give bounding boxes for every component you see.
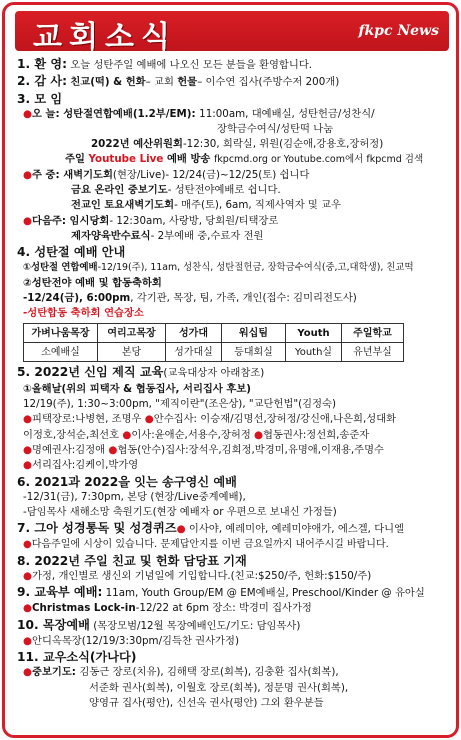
- meeting-detail: - 성탄전야예배로 쉽니다.: [167, 184, 281, 197]
- bullet-icon: ●: [23, 443, 32, 456]
- thanks-detail: – 교회: [145, 76, 178, 89]
- bullet-icon: ●: [144, 413, 154, 426]
- bullet-icon: ●: [23, 214, 32, 227]
- meeting-detail: fkpcmd.org or Youtube.com에서 fkpcmd 검색: [213, 154, 424, 166]
- practice-location-label: -성탄합동 축하회 연습장소: [23, 307, 144, 320]
- training-line: ①올해날(위의 피택자 & 협동집사, 서리집사 후보): [23, 382, 251, 395]
- bulletin-frame: [2, 2, 459, 738]
- bullet-icon: ●: [23, 539, 32, 551]
- section-welcome: [17, 56, 453, 73]
- training-text: 서리집사:김케이,박가영: [32, 459, 139, 472]
- meeting-line: 장학금수여식/성탄떡 나눔: [217, 122, 334, 135]
- bullet-icon: ●: [23, 107, 32, 120]
- prayer-text: 김동근 장로(치유), 김해택 장로(회복), 김충환 집사(회복),: [79, 666, 339, 679]
- section-text: 오늘 성탄주일 예배에 나오신 모든 분들을 환영합니다.: [67, 59, 313, 71]
- meeting-detail: - 2부예배 중,수료자 전원: [150, 229, 264, 242]
- meeting-line: [17, 229, 453, 244]
- thanks-item: 헌물: [177, 76, 198, 89]
- youtube-live-label: Youtube Live: [88, 153, 164, 166]
- event-detail: -12/22 at 6pm 장소: 박경미 집사가정: [135, 602, 312, 615]
- meeting-label: 주 중:: [32, 168, 64, 181]
- table-cell: 유년부실: [342, 343, 404, 362]
- bullet-icon: ●: [23, 413, 32, 426]
- section-text: 11am, Youth Group/EM @ EM예배실, Preschool/Kinder @ 유아실: [102, 587, 425, 600]
- meeting-detail: 11:00am, 대예배실, 성탄헌금/성찬식/: [199, 107, 375, 120]
- section-education: [17, 584, 453, 601]
- meeting-line: [17, 137, 453, 152]
- meeting-title: 임시당회: [69, 214, 110, 227]
- table-header-cell: 여리고목장: [98, 324, 166, 343]
- section-officer-training: [17, 364, 453, 381]
- meeting-detail: - 12:30am, 사랑방, 당회원/티택장로: [109, 214, 279, 227]
- section-heading: 5. 2022년 신임 제직 교육: [17, 365, 164, 380]
- meeting-title: 성탄절연합예배(1.2부/EM):: [63, 107, 200, 120]
- meeting-line: [17, 152, 453, 167]
- bullet-icon: ●: [254, 428, 264, 441]
- training-line: [17, 458, 453, 473]
- section-fellowship-heading: 8. 2022년 주일 친교 및 헌화 담당표 기재: [17, 553, 247, 568]
- table-header-cell: 성가대: [166, 324, 222, 343]
- fellowship-line: [17, 569, 453, 584]
- training-text: 이정호,장석순,최선호: [23, 428, 123, 441]
- service-title: -12/24(금), 6:00pm: [23, 291, 131, 304]
- table-header-cell: 가벼나움목장: [24, 324, 98, 343]
- thanks-item: 친교(떡) & 헌화: [70, 76, 146, 89]
- section-christmas-heading: 4. 성탄절 예배 안내: [17, 245, 126, 260]
- bulletin-content: [17, 56, 453, 711]
- training-text: 협동(안수)집사:장석우,김희정,박경미,유명애,이재용,주명수: [117, 443, 384, 456]
- section-text: (목장모범/12월 목장예배인도/기도: 담임목사): [89, 619, 301, 632]
- meeting-title: 금요 온라인 중보기도: [71, 184, 168, 197]
- meeting-label: 다음주:: [32, 214, 70, 227]
- fellowship-text: 가정, 개인별로 생신외 기념일에 기입합니다.(친교:$250/주, 헌화:$150/주): [32, 569, 372, 582]
- bullet-icon: ●: [122, 428, 132, 441]
- brand-label: fkpc News: [358, 23, 439, 39]
- training-text: 협동권사:정선희,송준자: [263, 428, 370, 441]
- section-cell-group: [17, 617, 453, 634]
- table-header-cell: 주일학교: [342, 324, 404, 343]
- meeting-label: 오 늘:: [32, 107, 64, 120]
- cell-group-text: 안디옥목장(12/19/3:30pm/김득찬 권사가정): [32, 634, 239, 647]
- meeting-title: 주일: [65, 153, 89, 166]
- meeting-detail: (현장/Live)- 12/24(금)~12/25(토) 쉽니다: [112, 168, 310, 181]
- christmas-line: [17, 260, 453, 275]
- table-header-row: [24, 324, 404, 343]
- section-heading: 10. 목장예배: [17, 617, 90, 632]
- training-line: [17, 428, 453, 443]
- section-text: 이사야, 예레미야, 예레미야애가, 에스겔, 다니엘: [185, 523, 405, 536]
- bullet-icon: ●: [23, 666, 32, 679]
- section-member-news-heading: 11. 교우소식(가나다): [17, 650, 137, 665]
- meeting-title: 예배 방송: [163, 153, 214, 166]
- meeting-title: 2022년 예산위원회: [91, 138, 183, 151]
- bullet-icon: ●: [23, 168, 32, 181]
- prayer-label: 중보기도:: [32, 666, 80, 679]
- training-text: 이사:윤애순,서용수,장허정: [131, 428, 255, 441]
- section-thanks: [17, 73, 453, 90]
- service-detail: , 각기관, 목장, 팀, 가족, 개인(접수: 김미리전도사): [130, 291, 357, 304]
- service-detail: -12/19(주), 11am, 성찬식, 성탄절헌금, 장학금수여식(중,고,대학생), 친교떡: [97, 262, 414, 274]
- meeting-line: [17, 214, 453, 229]
- bullet-icon: ●: [23, 634, 32, 647]
- section-newyear-heading: 6. 2021과 2022을 잇는 송구영신 예배: [17, 474, 237, 489]
- table-cell: 본당: [98, 343, 166, 362]
- bullet-icon: ●: [108, 443, 118, 456]
- bible-line: [17, 537, 453, 552]
- table-cell: 등대회실: [222, 343, 286, 362]
- meeting-title: 전교인 토요새벽기도회: [71, 199, 175, 212]
- meeting-title: 제자양육반수료식: [71, 229, 151, 242]
- cell-group-line: [17, 634, 453, 649]
- prayer-line: 서준화 권사(회복), 이월호 장로(회복), 정문명 권사(회복),: [89, 681, 349, 694]
- table-cell: 성가대실: [166, 343, 222, 362]
- bullet-icon: ●: [176, 523, 186, 536]
- table-row: [24, 343, 404, 362]
- page-title: 교회소식: [33, 20, 177, 51]
- christmas-line: [17, 291, 453, 306]
- table-header-cell: 워십팀: [222, 324, 286, 343]
- meeting-title: 새벽기도회: [63, 168, 113, 181]
- bible-text: 다음주일에 시상이 있습니다. 문제답안지를 이번 금요일까지 내어주시길 바랍니다.: [31, 539, 389, 551]
- section-heading: 7. 그아 성경통독 및 성경퀴즈: [17, 521, 177, 536]
- prayer-line: 양영규 집사(평안), 신선옥 권사(평안) 그외 환우분들: [89, 696, 324, 709]
- bullet-icon: ●: [23, 602, 32, 615]
- section-heading: 9. 교육부 예배:: [17, 585, 103, 600]
- meeting-detail: - 매주(토), 6am, 직제사역자 및 교우: [174, 199, 342, 212]
- section-heading: 1. 환 영:: [17, 57, 68, 71]
- bullet-icon: ●: [23, 569, 32, 582]
- meeting-line: [17, 168, 453, 183]
- education-line: [17, 601, 453, 616]
- section-heading: 2. 감 사:: [17, 74, 68, 89]
- training-text: 명예권사:김정애: [32, 443, 109, 456]
- practice-location-table: [23, 323, 404, 362]
- newyear-line: -담임목사 새해소망 축원기도(현장 예배자 or 우편으로 보내신 가정들): [23, 505, 337, 518]
- table-cell: 소예배실: [24, 343, 98, 362]
- table-header-cell: Youth: [286, 324, 342, 343]
- service-title: ①성탄절 연합예배: [23, 262, 98, 274]
- section-bible-reading: [17, 520, 453, 537]
- table-cell: Youth실: [286, 343, 342, 362]
- meeting-line: [17, 198, 453, 213]
- header-banner: [15, 11, 449, 51]
- newyear-line: -12/31(금), 7:30pm, 본당 (현장/Live중계예배),: [23, 490, 246, 503]
- training-text: 피택장로:나병현, 조명우: [32, 413, 145, 426]
- training-text: 안수집사: 이승재/김명선,장허정/강신애,나은희,성대화: [153, 413, 397, 426]
- meeting-line: [17, 183, 453, 198]
- christmas-line: ②성탄전야 예배 및 합동축하회: [23, 276, 162, 289]
- meeting-detail: -12:30, 희락실, 위원(김순애,강용호,장허정): [182, 138, 384, 151]
- section-meetings-heading: 3. 모 임: [17, 91, 63, 106]
- training-line: [17, 412, 453, 427]
- meeting-line: [17, 107, 453, 122]
- section-note: (교육대상자 아래참조): [163, 367, 265, 380]
- training-line: [17, 443, 453, 458]
- training-line: 12/19(주), 1:30~3:00pm, "제직이란"(조은상), "교단헌법"(김정숙): [23, 398, 337, 411]
- bullet-icon: ●: [23, 459, 32, 472]
- event-title: Christmas Lock-in: [32, 602, 136, 615]
- prayer-line: [17, 665, 453, 680]
- thanks-detail: – 이수연 집사(주방수저 200개): [197, 76, 340, 89]
